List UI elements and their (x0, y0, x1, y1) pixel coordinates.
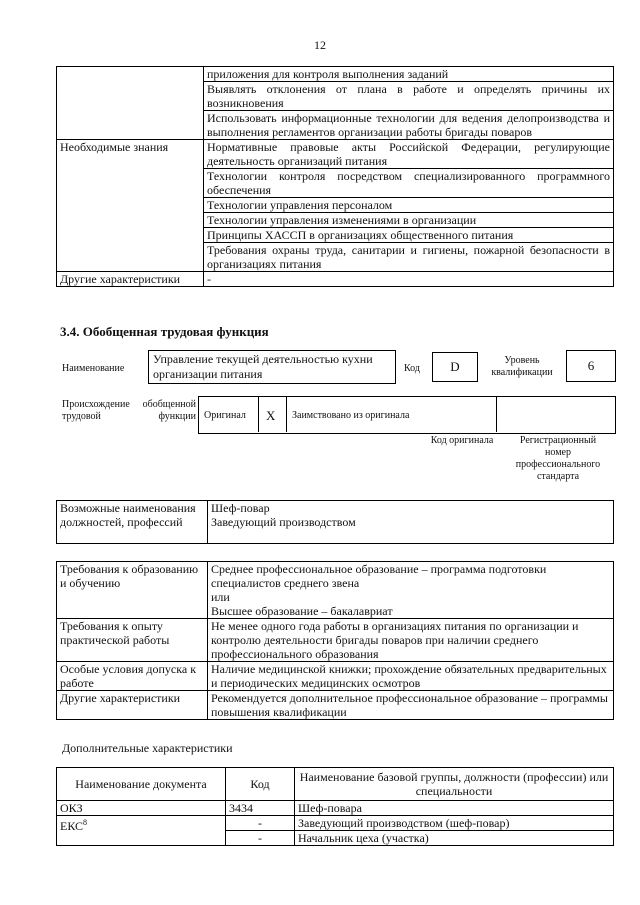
origin-divider-1 (258, 397, 259, 432)
positions-label: Возможные наименования должностей, профессий (57, 501, 208, 544)
positions-values (208, 501, 614, 544)
requirements-table (56, 561, 614, 720)
cell-name: Начальник цеха (участка) (295, 831, 614, 846)
table-row (57, 562, 614, 619)
name-value: Управление текущей деятельностью кухни организации питания (153, 352, 373, 381)
cell-name: Шеф-повара (295, 801, 614, 816)
table-row (57, 816, 614, 831)
position-item: Шеф-повар (211, 501, 270, 515)
req-line: Высшее образование – бакалавриат (211, 604, 393, 618)
table-row (57, 691, 614, 720)
table-row (57, 801, 614, 816)
additional-table (56, 767, 614, 846)
row-value: Нормативные правовые акты Российской Федерации, регулирующие деятельность организаций питания (204, 140, 614, 169)
cell-code: - (226, 831, 295, 846)
row-value: Выявлять отклонения от плана в работе и определять причины их возникновения (204, 82, 614, 111)
table-row (57, 140, 614, 169)
section-heading: 3.4. Обобщенная трудовая функция (60, 324, 269, 339)
code-value: D (432, 352, 478, 382)
req-label: Другие характеристики (57, 691, 208, 720)
borrowed-label: Заимствовано из оригинала (292, 410, 410, 421)
req-value (208, 662, 614, 691)
original-label: Оригинал (204, 410, 246, 421)
req-value (208, 619, 614, 662)
req-label: Требования к образованию и обучению (57, 562, 208, 619)
cell-code: 3434 (226, 801, 295, 816)
row-value: Требования охраны труда, санитарии и гигиены, пожарной безопасности в организациях питания (204, 243, 614, 272)
req-value (208, 562, 614, 619)
row-label (57, 67, 204, 140)
row-value: Использовать информационные технологии для ведения делопроизводства и выполнения регламентов организации работы бригады поваров (204, 111, 614, 140)
table-row (57, 619, 614, 662)
row-value: Принципы ХАССП в организациях общественного питания (204, 228, 614, 243)
original-mark: X (266, 408, 276, 423)
code-label: Код (404, 363, 420, 374)
origin-divider-2 (286, 397, 287, 432)
req-line: или (211, 590, 230, 604)
row-value: - (204, 272, 614, 287)
row-value: приложения для контроля выполнения заданий (204, 67, 614, 82)
cell-doc: ОКЗ (57, 801, 226, 816)
row-value: Технологии управления изменениями в организации (204, 213, 614, 228)
code-original-caption: Код оригинала (430, 435, 494, 446)
name-label: Наименование (62, 363, 125, 374)
doc-name: ЕКС (60, 819, 84, 833)
col-header-name: Наименование базовой группы, должности (профессии) или специальности (295, 768, 614, 801)
cell-code: - (226, 816, 295, 831)
reg-number-caption: Регистрационный номер профессионального стандарта (515, 435, 601, 482)
table-row (57, 272, 614, 287)
name-value-box (148, 350, 396, 384)
req-line: Наличие медицинской книжки; прохождение обязательных предварительных и периодических медицинских осмотров (211, 662, 607, 690)
row-value: Технологии контроля посредством специализированного программного обеспечения (204, 169, 614, 198)
req-line: Рекомендуется дополнительное профессиональное образование – программы повышения квалификации (211, 691, 608, 719)
additional-title: Дополнительные характеристики (62, 741, 233, 755)
row-label-knowledge: Необходимые знания (57, 140, 204, 272)
positions-table (56, 500, 614, 544)
cell-name: Заведующий производством (шеф-повар) (295, 816, 614, 831)
req-label: Особые условия допуска к работе (57, 662, 208, 691)
req-value (208, 691, 614, 720)
req-line: Не менее одного года работы в организациях питания по организации и контролю деятельности бригады поваров при наличии среднего профессионального образования (211, 619, 579, 661)
level-label: Уровень квалификации (491, 355, 553, 378)
cell-doc (57, 816, 226, 846)
level-value: 6 (566, 350, 616, 382)
req-line: Среднее профессиональное образование – программа подготовки специалистов среднего звена (211, 562, 547, 590)
position-item: Заведующий производством (211, 515, 356, 529)
row-label-other: Другие характеристики (57, 272, 204, 287)
origin-divider-3 (496, 397, 497, 432)
table-row (57, 501, 614, 544)
col-header-document: Наименование документа (57, 768, 226, 801)
col-header-code: Код (226, 768, 295, 801)
table-row (57, 662, 614, 691)
page-number: 12 (314, 38, 326, 52)
req-label: Требования к опыту практической работы (57, 619, 208, 662)
origin-label: Происхождение обобщенной трудовой функции (62, 399, 196, 422)
skills-knowledge-table (56, 66, 614, 287)
table-header-row (57, 768, 614, 801)
row-value: Технологии управления персоналом (204, 198, 614, 213)
table-row (57, 67, 614, 82)
footnote-mark: 8 (83, 818, 88, 827)
